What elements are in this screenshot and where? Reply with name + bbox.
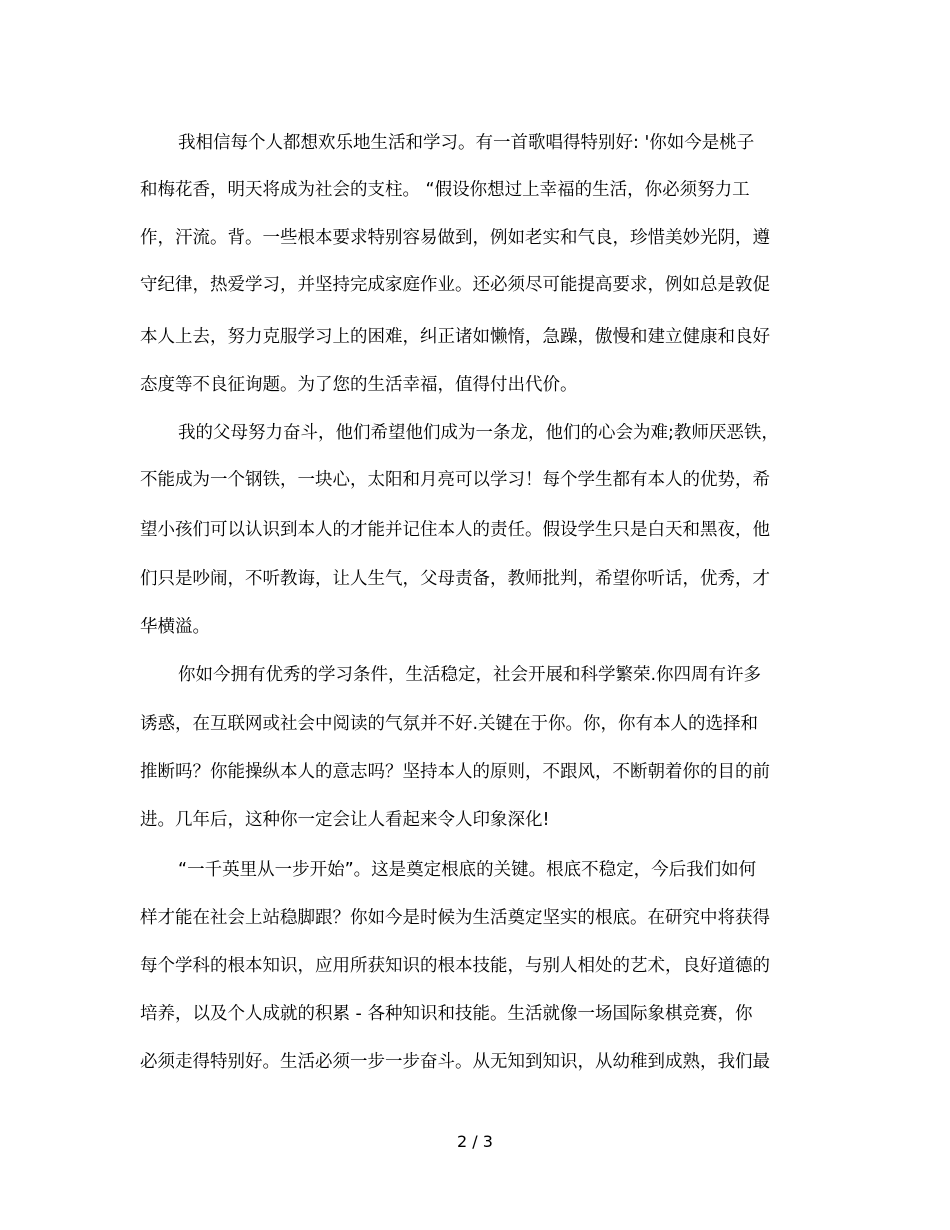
text-line: 必须走得特别好。生活必须一步一步奋斗。从无知到知识，从幼稚到成熟，我们最 — [140, 1052, 770, 1072]
text-line: 华横溢。 — [140, 617, 210, 637]
text-line: 和梅花香，明天将成为社会的支柱。 “假设你想过上幸福的生活，你必须努力工 — [140, 180, 750, 200]
text-line: “一千英里从一步开始”。这是奠定根底的关键。根底不稳定，今后我们如何 — [178, 860, 757, 880]
text-line: 我相信每个人都想欢乐地生活和学习。有一首歌唱得特别好: '你如今是桃子 — [178, 133, 755, 153]
text-line: 每个学科的根本知识，应用所获知识的根本技能，与别人相处的艺术，良好道德的 — [140, 956, 770, 976]
text-line: 不能成为一个钢铁，一块心，太阳和月亮可以学习！每个学生都有本人的优势，希 — [140, 470, 770, 490]
text-line: 培养，以及个人成就的积累 - 各种知识和技能。生活就像一场国际象棋竞赛，你 — [140, 1004, 753, 1024]
text-line: 诱惑，在互联网或社会中阅读的气氛并不好.关键在于你。你，你有本人的选择和 — [140, 714, 759, 734]
text-line: 守纪律，热爱学习，并坚持完成家庭作业。还必须尽可能提高要求，例如总是敦促 — [140, 275, 770, 295]
text-line: 本人上去，努力克服学习上的困难，纠正诸如懒惰，急躁，傲慢和建立健康和良好 — [140, 327, 770, 347]
text-line: 我的父母努力奋斗，他们希望他们成为一条龙，他们的心会为难;教师厌恶铁， — [178, 423, 779, 443]
text-line: 你如今拥有优秀的学习条件，生活稳定，社会开展和科学繁荣.你四周有许多 — [178, 665, 762, 685]
page-number: 2 / 3 — [457, 1132, 493, 1151]
text-line: 进。几年后，这种你一定会让人看起来令人印象深化! — [140, 810, 550, 830]
text-line: 态度等不良征询题。为了您的生活幸福，值得付出代价。 — [140, 375, 578, 395]
text-line: 们只是吵闹，不听教诲，让人生气，父母责备，教师批判，希望你听话，优秀，才 — [140, 569, 770, 589]
text-line: 望小孩们可以认识到本人的才能并记住本人的责任。假设学生只是白天和黑夜，他 — [140, 520, 770, 540]
text-line: 推断吗？你能操纵本人的意志吗？坚持本人的原则，不跟风，不断朝着你的目的前 — [140, 762, 770, 782]
text-line: 作，汗流。背。一些根本要求特别容易做到，例如老实和气良，珍惜美妙光阴，遵 — [140, 228, 770, 248]
text-line: 样才能在社会上站稳脚跟？你如今是时候为生活奠定坚实的根底。在研究中将获得 — [140, 908, 770, 928]
